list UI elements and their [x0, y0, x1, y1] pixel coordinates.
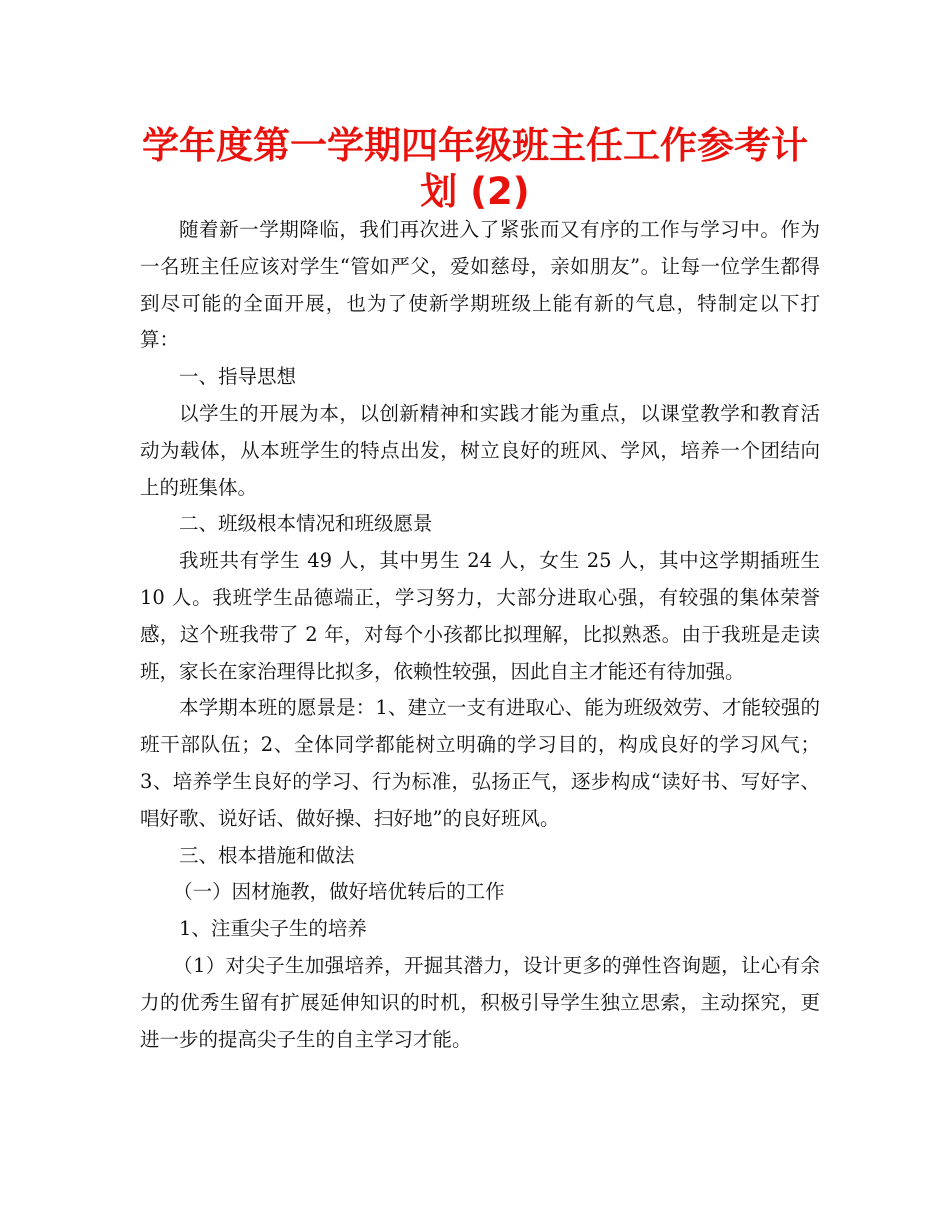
- subsection-heading-teaching: （一）因材施教，做好培优转后的工作: [173, 880, 505, 904]
- paragraph-guiding-thought: 以学生的开展为本，以创新精神和实践才能为重点，以课堂教学和教育活动为载体，从本班学生的特点出发，树立良好的班风、学风，培养一个团结向上的班集体。: [140, 401, 820, 499]
- section-heading-measures: 三、根本措施和做法: [179, 843, 355, 867]
- section-heading-guiding-thought: 一、指导思想: [179, 365, 297, 389]
- document-title-line-2: 划 (2): [420, 170, 530, 213]
- paragraph-class-situation: 我班共有学生 49 人，其中男生 24 人，女生 25 人，其中这学期插班生 10 人。我班学生品德端正，学习努力，大部分进取心强，有较强的集体荣誉感，这个班我带了 2 年，对每个小孩都比拟理解，比拟熟悉。由于我班是走读班，家长在家治理得比拟多，依赖性较强，因此自主才能还有待加强。: [140, 549, 820, 683]
- paragraph-class-vision: 本学期本班的愿景是：1、建立一支有进取心、能为班级效劳、才能较强的班干部队伍；2、全体同学都能树立明确的学习目的，构成良好的学习风气；3、培养学生良好的学习、行为标准，弘扬正气，逐步构成“读好书、写好字、唱好歌、说好话、做好操、扫好地”的良好班风。: [140, 696, 820, 830]
- section-heading-class-situation: 二、班级根本情况和班级愿景: [179, 512, 433, 536]
- intro-paragraph: 随着新一学期降临，我们再次进入了紧张而又有序的工作与学习中。作为一名班主任应该对学生“管如严父，爱如慈母，亲如朋友”。让每一位学生都得到尽可能的全面开展，也为了使新学期班级上能有新的气息，特制定以下打算：: [140, 218, 820, 352]
- document-title-line-1: 学年度第一学期四年级班主任工作参考计: [142, 124, 808, 167]
- document-body: [140, 212, 820, 1058]
- paragraph-top-students: （1）对尖子生加强培养，开掘其潜力，设计更多的弹性咨询题，让心有余力的优秀生留有扩展延伸知识的时机，积极引导学生独立思索，主动探究，更进一步的提高尖子生的自主学习才能。: [140, 953, 820, 1051]
- item-heading-top-students: 1、注重尖子生的培养: [179, 917, 367, 941]
